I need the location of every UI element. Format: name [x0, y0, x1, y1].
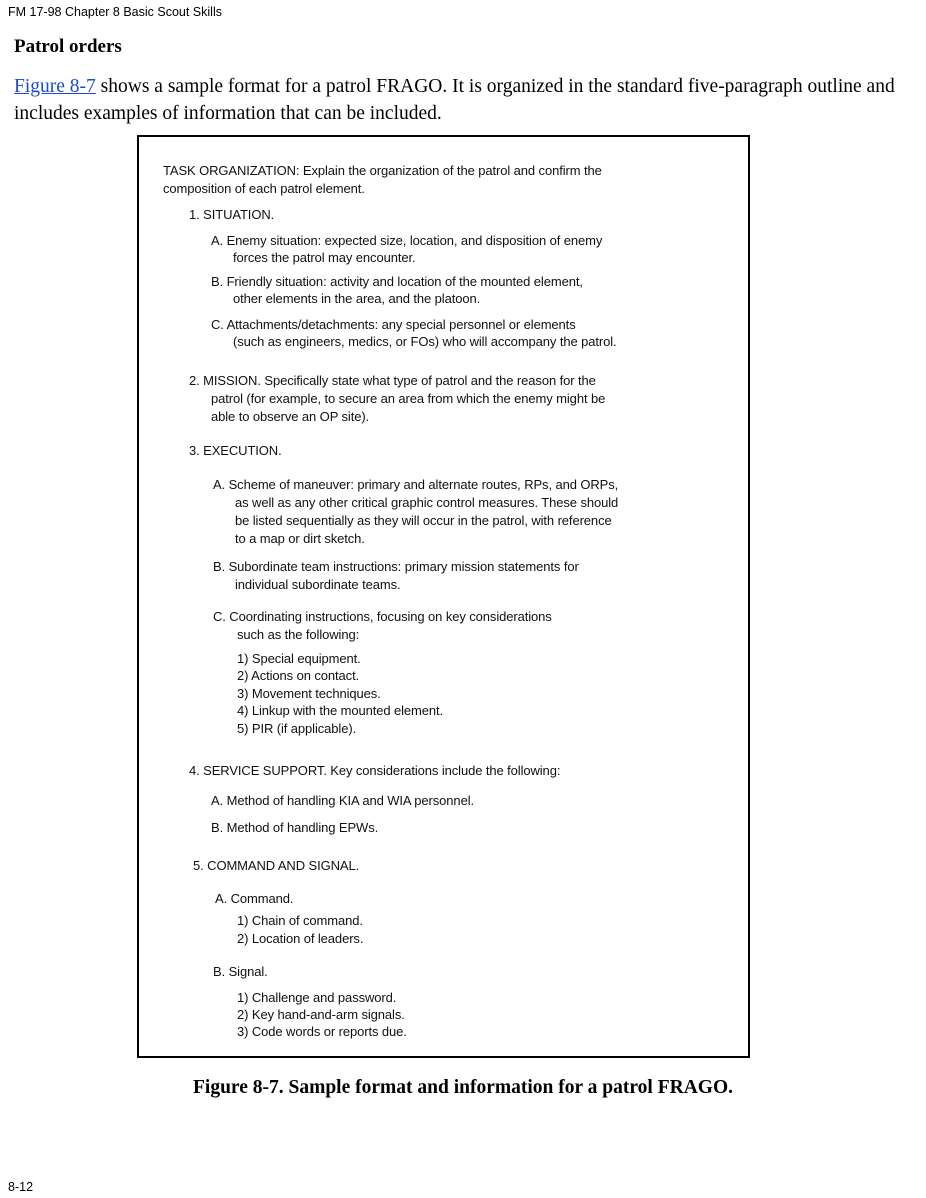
signal-item-1: 1) Challenge and password. — [237, 990, 397, 1005]
command-a: A. Command. — [215, 891, 294, 906]
coordinating-item-3: 3) Movement techniques. — [237, 686, 381, 701]
task-organization-line-1: TASK ORGANIZATION: Explain the organization of the patrol and confirm the — [163, 163, 602, 178]
execution-a-line-3: be listed sequentially as they will occur in the patrol, with reference — [235, 513, 612, 528]
situation-b-line-2: other elements in the area, and the platoon. — [233, 291, 481, 306]
execution-a-line-2: as well as any other critical graphic control measures. These should — [235, 495, 619, 510]
mission-line-3: able to observe an OP site). — [211, 409, 370, 424]
execution-c-line-1: C. Coordinating instructions, focusing on key considerations — [213, 609, 552, 624]
service-support-heading: 4. SERVICE SUPPORT. Key considerations include the following: — [189, 763, 561, 778]
intro-paragraph — [14, 73, 904, 127]
intro-text: shows a sample format for a patrol FRAGO. It is organized in the standard five-paragraph outline and includes examples of information that can be included. — [14, 76, 895, 124]
execution-b-line-2: individual subordinate teams. — [235, 577, 401, 592]
mission-line-1: 2. MISSION. Specifically state what type of patrol and the reason for the — [189, 373, 596, 388]
page-number: 8-12 — [8, 1180, 34, 1194]
figure-8-7-link[interactable]: Figure 8-7 — [14, 76, 96, 97]
section-title: Patrol orders — [14, 36, 122, 57]
execution-heading: 3. EXECUTION. — [189, 443, 282, 458]
command-item-2: 2) Location of leaders. — [237, 931, 364, 946]
execution-c-line-2: such as the following: — [237, 627, 360, 642]
situation-c-line-2: (such as engineers, medics, or FOs) who will accompany the patrol. — [233, 334, 617, 349]
coordinating-item-2: 2) Actions on contact. — [237, 668, 360, 683]
signal-item-3: 3) Code words or reports due. — [237, 1024, 407, 1039]
situation-b-line-1: B. Friendly situation: activity and location of the mounted element, — [211, 274, 583, 289]
figure-caption: Figure 8-7. Sample format and information for a patrol FRAGO. — [192, 1077, 733, 1098]
mission-line-2: patrol (for example, to secure an area from which the enemy might be — [211, 391, 606, 406]
situation-a-line-2: forces the patrol may encounter. — [233, 250, 416, 265]
signal-item-2: 2) Key hand-and-arm signals. — [237, 1007, 405, 1022]
execution-a-line-1: A. Scheme of maneuver: primary and alternate routes, RPs, and ORPs, — [213, 477, 619, 492]
coordinating-item-5: 5) PIR (if applicable). — [237, 721, 357, 736]
command-signal-heading: 5. COMMAND AND SIGNAL. — [193, 858, 360, 873]
signal-b: B. Signal. — [213, 964, 268, 979]
execution-a-line-4: to a map or dirt sketch. — [235, 531, 365, 546]
task-organization-line-2: composition of each patrol element. — [163, 181, 365, 196]
situation-c-line-1: C. Attachments/detachments: any special personnel or elements — [211, 317, 576, 332]
running-header: FM 17-98 Chapter 8 Basic Scout Skills — [8, 5, 222, 19]
figure-8-7-box — [137, 135, 750, 1058]
coordinating-item-4: 4) Linkup with the mounted element. — [237, 703, 444, 718]
service-support-b: B. Method of handling EPWs. — [211, 820, 379, 835]
command-item-1: 1) Chain of command. — [237, 913, 363, 928]
situation-a-line-1: A. Enemy situation: expected size, location, and disposition of enemy — [211, 233, 603, 248]
situation-heading: 1. SITUATION. — [189, 207, 275, 222]
service-support-a: A. Method of handling KIA and WIA personnel. — [211, 793, 474, 808]
execution-b-line-1: B. Subordinate team instructions: primary mission statements for — [213, 559, 579, 574]
coordinating-item-1: 1) Special equipment. — [237, 651, 361, 666]
